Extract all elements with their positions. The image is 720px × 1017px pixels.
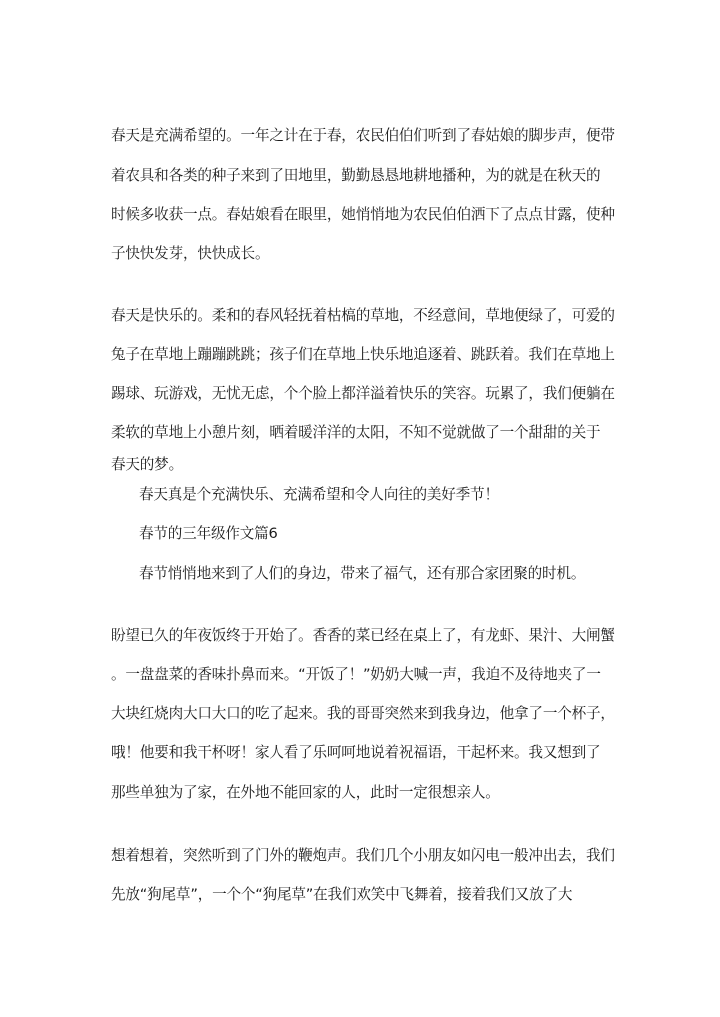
text-line: 春天是充满希望的。一年之计在于春，农民伯伯们听到了春姑娘的脚步声，便带 (111, 127, 615, 144)
text-line: 春天的梦。 (111, 456, 183, 473)
text-line: 哦！他要和我干杯呀！家人看了乐呵呵地说着祝福语，干起杯来。我又想到了 (111, 744, 601, 761)
text-line: 春节悄悄地来到了人们的身边，带来了福气，还有那合家团聚的时机。 (139, 565, 586, 582)
text-line: 想着想着，突然听到了门外的鞭炮声。我们几个小朋友如闪电一般冲出去，我们 (111, 847, 615, 864)
text-line: 。一盘盘菜的香味扑鼻而来。“开饭了！”奶奶大喊一声，我迫不及待地夹了一 (111, 666, 601, 683)
text-line: 春天真是个充满快乐、充满希望和令人向往的美好季节！ (139, 486, 499, 503)
text-line: 大块红烧肉大口大口的吃了起来。我的哥哥突然来到我身边，他拿了一个杯子， (111, 705, 615, 722)
text-line: 着农具和各类的种子来到了田地里，勤勤恳恳地耕地播种，为的就是在秋天的 (111, 167, 601, 184)
text-line: 柔软的草地上小憩片刻，晒着暖洋洋的太阳，不知不觉就做了一个甜甜的关于 (111, 424, 601, 441)
text-line: 子快快发芽，快快成长。 (111, 245, 270, 262)
text-line: 时候多收获一点。春姑娘看在眼里，她悄悄地为农民伯伯洒下了点点甘露，使种 (111, 206, 615, 223)
text-line: 先放“狗尾草”，一个个“狗尾草”在我们欢笑中飞舞着，接着我们又放了大 (111, 886, 573, 903)
text-line: 兔子在草地上蹦蹦跳跳；孩子们在草地上快乐地追逐着、跳跃着。我们在草地上 (111, 346, 615, 363)
section-heading: 春节的三年级作文篇6 (139, 525, 278, 542)
text-line: 那些单独为了家，在外地不能回家的人，此时一定很想亲人。 (111, 784, 500, 801)
text-line: 春天是快乐的。柔和的春风轻抚着枯槁的草地，不经意间，草地便绿了，可爱的 (111, 307, 615, 324)
text-line: 盼望已久的年夜饭终于开始了。香香的菜已经在桌上了，有龙虾、果汁、大闸蟹 (111, 627, 615, 644)
text-line: 踢球、玩游戏，无忧无虑，个个脸上都洋溢着快乐的笑容。玩累了，我们便躺在 (111, 385, 615, 402)
